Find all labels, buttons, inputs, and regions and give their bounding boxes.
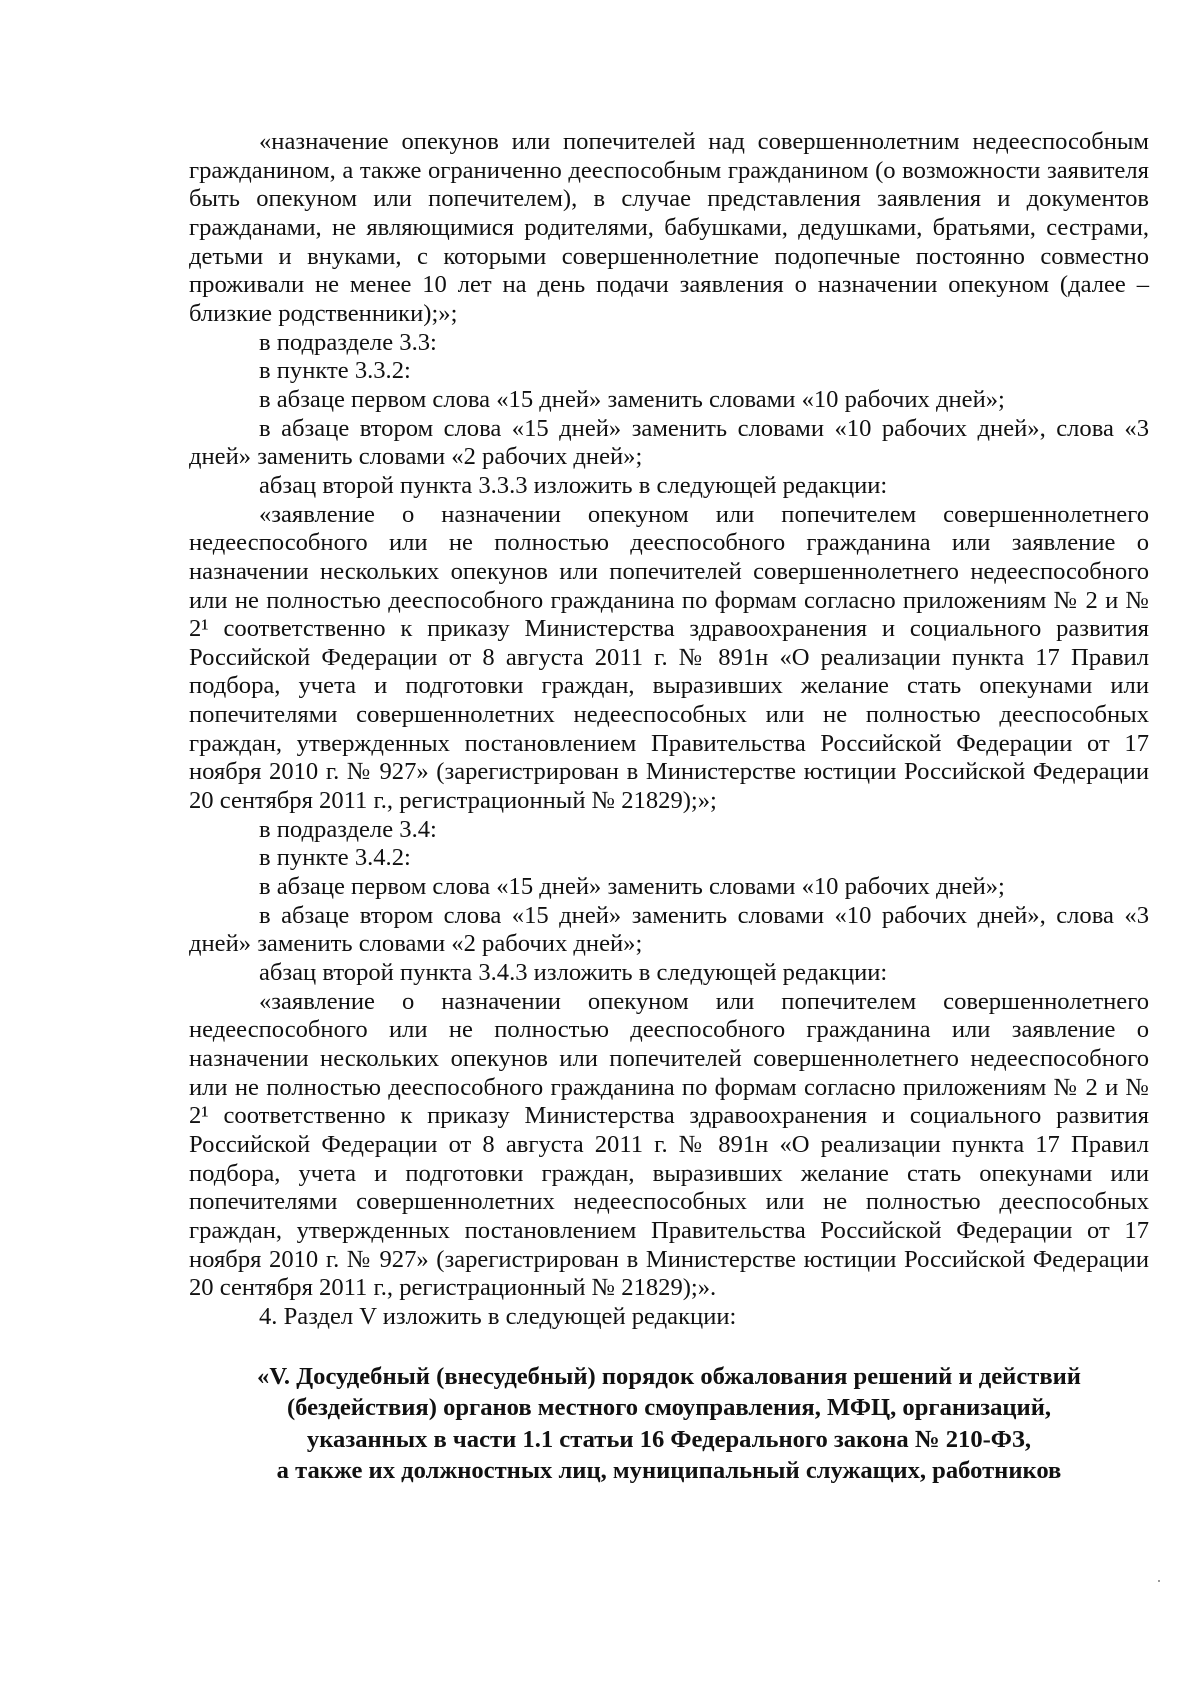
paragraph-subsection-3-4: в подразделе 3.4: [259, 815, 437, 843]
paragraph-first-para-amendment-3-4: в абзаце первом слова «15 дней» заменить словами «10 рабочих дней»; [259, 873, 1005, 901]
paragraph-clause-3-3-2: в пункте 3.3.2: [259, 357, 411, 385]
heading-line: (бездействия) органов местного смоуправления, МФЦ, организаций, [286, 1394, 1052, 1422]
paragraph-section-v-intro: 4. Раздел V изложить в следующей редакции: [259, 1302, 737, 1330]
paragraph-application-text-3-4-3: «заявление о назначении опекуном или попечителем совершеннолетнего недееспособного или не полностью дееспособного гражданина или заявление о назначении нескольких опекунов или попечителей совершеннолетнего недееспособного или не полностью дееспособного гражданина по формам согласно приложениям № 2 и № 2¹ соответственно к приказу Министерства здравоохранения и социального развития Российской Федерации от 8 августа 2011 г. № 891н «О реализации пункта 17 Правил подбора, учета и подготовки граждан, выразивших желание стать опекунами или попечителями совершеннолетних недееспособных или не полностью дееспособных граждан, утвержденных постановлением Правительства Российской Федерации от 17 ноября 2010 г. № 927» (зарегистрирован в Министерстве юстиции Российской Федерации 20 сентября 2011 г., регистрационный № 21829);». [189, 987, 1149, 1302]
paragraph-clause-3-4-3-intro: абзац второй пункта 3.4.3 изложить в следующей редакции: [259, 959, 888, 987]
heading-line: указанных в части 1.1 статьи 16 Федерального закона № 210-ФЗ, [306, 1425, 1032, 1453]
scan-speck [1158, 1580, 1160, 1582]
paragraph-clause-3-4-2: в пункте 3.4.2: [259, 844, 411, 872]
section-v-heading [189, 1361, 1149, 1487]
paragraph-guardian-appointment: «назначение опекунов или попечителей над совершеннолетним недееспособным гражданином, а также ограниченно дееспособным гражданином (о возможности заявителя быть опекуном или попечителем), в случае представления заявления и документов гражданами, не являющимися родителями, бабушками, дедушками, братьями, сестрами, детьми и внуками, с которыми совершеннолетние подопечные постоянно совместно проживали не менее 10 лет на день подачи заявления о назначении опекуном (далее – близкие родственники);»; [189, 128, 1149, 327]
paragraph-second-para-amendment: в абзаце втором слова «15 дней» заменить словами «10 рабочих дней», слова «3 дней» заменить словами «2 рабочих дней»; [189, 414, 1149, 471]
paragraph-first-para-amendment: в абзаце первом слова «15 дней» заменить словами «10 рабочих дней»; [259, 385, 1005, 413]
document-body [189, 128, 1149, 1487]
paragraph-second-para-amendment-3-4: в абзаце втором слова «15 дней» заменить словами «10 рабочих дней», слова «3 дней» заменить словами «2 рабочих дней»; [189, 901, 1149, 958]
heading-line: а также их должностных лиц, муниципальный служащих, работников [276, 1457, 1062, 1485]
heading-line: «V. Досудебный (внесудебный) порядок обжалования решений и действий [257, 1362, 1081, 1390]
paragraph-clause-3-3-3-intro: абзац второй пункта 3.3.3 изложить в следующей редакции: [259, 471, 888, 499]
paragraph-subsection-3-3: в подразделе 3.3: [259, 328, 437, 356]
paragraph-application-text-3-3-3: «заявление о назначении опекуном или попечителем совершеннолетнего недееспособного или не полностью дееспособного гражданина или заявление о назначении нескольких опекунов или попечителей совершеннолетнего недееспособного или не полностью дееспособного гражданина по формам согласно приложениям № 2 и № 2¹ соответственно к приказу Министерства здравоохранения и социального развития Российской Федерации от 8 августа 2011 г. № 891н «О реализации пункта 17 Правил подбора, учета и подготовки граждан, выразивших желание стать опекунами или попечителями совершеннолетних недееспособных или не полностью дееспособных граждан, утвержденных постановлением Правительства Российской Федерации от 17 ноября 2010 г. № 927» (зарегистрирован в Министерстве юстиции Российской Федерации 20 сентября 2011 г., регистрационный № 21829);»; [189, 500, 1149, 815]
